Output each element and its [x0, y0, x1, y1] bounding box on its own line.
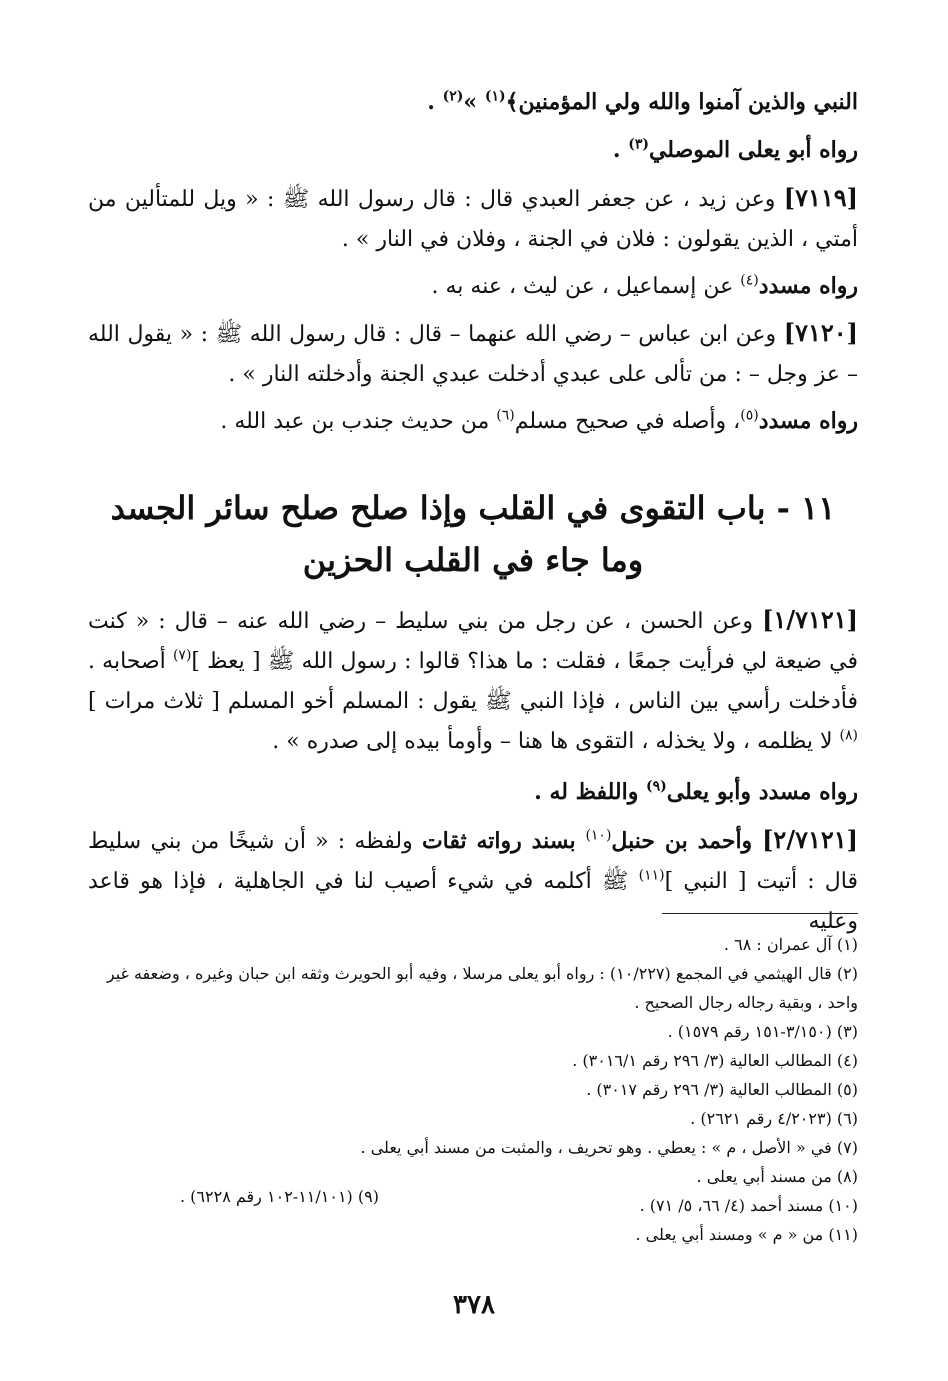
continuation-text: النبي والذين آمنوا والله ولي المؤمنين﴾ — [505, 89, 858, 115]
rawah-musaddad-1 — [88, 266, 858, 307]
hadith-number: [٧١١٩] — [783, 183, 858, 212]
rawah-text: ، وأصله في صحيح مسلم — [514, 409, 741, 434]
rawah-label: رواه مسدد — [758, 408, 858, 434]
chapter-heading — [88, 482, 858, 586]
hadith-text: وعن ابن عباس – رضي الله عنهما – قال : قال رسول الله ﷺ : « يقول الله – عز وجل – : من تألى على عبدي أدخلت عبدي الجنة وأدخلته النار » . — [88, 322, 858, 387]
main-text — [88, 82, 858, 442]
footnote-ref: (٦) — [496, 407, 515, 424]
rawah-text: رواه مسدد وأبو يعلى — [666, 779, 858, 805]
footnote-ref: (١) — [484, 88, 506, 105]
quote-close: » — [463, 89, 485, 115]
footnote-ref: (١٠) — [585, 827, 612, 844]
footnote-ref: (٤) — [740, 272, 759, 289]
isnad-grade: بسند رواته ثقات — [421, 828, 586, 854]
footnote-ref: (٥) — [740, 407, 759, 424]
hadith-7121-2 — [88, 820, 858, 942]
chapter-title-line2: وما جاء في القلب الحزين — [302, 541, 644, 579]
hadith-number: [١/٧١٢١] — [762, 605, 858, 634]
hadith-text: ولفظه : « أن شيخًا من بني سليط قال : أتيت [ النبي ] — [88, 829, 858, 894]
footnote-9: (٩) (١١/١٠١-١٠٢ رقم ٦٢٢٨) . — [180, 1187, 379, 1206]
rawah-musaddad-abu-yala — [88, 772, 858, 812]
rawah-text: رواه أبو يعلى الموصلي — [648, 137, 858, 163]
rawah-abu-yala — [88, 130, 858, 170]
footnote-10: (١٠) مسند أحمد (٤/ ٦٦، ٥/ ٧١) . — [639, 1196, 858, 1215]
footnote-11: (١١) من « م » ومسند أبي يعلى . — [635, 1225, 858, 1244]
punctuation: . — [612, 137, 629, 163]
footnote-ref: (١١) — [638, 867, 665, 884]
hadith-text: وعن الحسن ، عن رجل من بني سليط – رضي الله عنه – قال : « كنت في ضيعة لي فرأيت جمعًا ، فقلت : ما هذا؟ قالوا : رسول الله ﷺ [ يعظ ] — [88, 609, 858, 674]
rawah-text: عن إسماعيل ، عن ليث ، عنه به . — [431, 274, 741, 299]
chapter-title-line1: ١١ - باب التقوى في القلب وإذا صلح صلح سائر الجسد — [110, 489, 836, 527]
punctuation: . — [427, 89, 443, 115]
footnote-3: (٣) (٣/١٥٠-١٥١ رقم ١٥٧٩) . — [667, 1022, 858, 1041]
footnote-2: (٢) قال الهيثمي في المجمع (١٠/٢٢٧) : رواه أبو يعلى مرسلا ، وفيه أبو الحويرث وثقه ابن حبان وغيره ، وضعفه غير واحد ، وبقية رجاله رجال الصحيح . — [106, 964, 858, 1012]
hadith-number: [٢/٧١٢١] — [762, 825, 858, 854]
rawah-label: رواه مسدد — [758, 273, 858, 299]
main-text-2 — [88, 600, 858, 942]
hadith-number: [٧١٢٠] — [783, 318, 858, 347]
page-number: ٣٧٨ — [453, 1290, 495, 1320]
footnote-ref: (٨) — [839, 727, 858, 744]
hadith-text: ﷺ أكلمه في شيء أصيب لنا في الجاهلية ، فإذا هو قاعد وعليه — [88, 869, 858, 934]
footnote-ref: (٣) — [628, 136, 649, 153]
footnote-1: (١) آل عمران : ٦٨ . — [723, 935, 858, 954]
footnote-4: (٤) المطالب العالية (٣/ ٢٩٦ رقم ٣٠١٦/١) . — [572, 1051, 858, 1070]
footnote-ref: (٢) — [442, 88, 464, 105]
narrator-name: وأحمد بن حنبل — [611, 828, 763, 854]
hadith-text: وعن زيد ، عن جعفر العبدي قال : قال رسول الله ﷺ : « ويل للمتألين من أمتي ، الذين يقولون : فلان في الجنة ، وفلان في النار » . — [88, 187, 858, 252]
continuation-line — [88, 82, 858, 122]
hadith-7120 — [88, 313, 858, 395]
footnote-7: (٧) في « الأصل ، م » : يعطي . وهو تحريف ، والمثبت من مسند أبي يعلى . — [360, 1138, 858, 1157]
footnote-6: (٦) (٤/٢٠٢٣ رقم ٢٦٢١) . — [690, 1109, 858, 1128]
hadith-7119 — [88, 178, 858, 260]
footnote-5: (٥) المطالب العالية (٣/ ٢٩٦ رقم ٣٠١٧) . — [586, 1080, 858, 1099]
footnote-ref: (٧) — [172, 647, 192, 664]
footnote-ref: (٩) — [646, 778, 667, 795]
rawah-text: واللفظ له . — [534, 779, 647, 805]
hadith-text: لا يظلمه ، ولا يخذله ، التقوى ها هنا – وأومأ بيده إلى صدره » . — [272, 729, 840, 754]
footnote-8: (٨) من مسند أبي يعلى . — [696, 1167, 858, 1186]
hadith-7121-1 — [88, 600, 858, 762]
hadith-text: أصحابه . فأدخلت رأسي بين الناس ، فإذا النبي ﷺ يقول : المسلم أخو المسلم [ ثلاث مرات ] — [88, 649, 858, 714]
rawah-text: من حديث جندب بن عبد الله . — [220, 409, 497, 434]
rawah-musaddad-2 — [88, 401, 858, 442]
footnote-divider — [662, 913, 858, 914]
